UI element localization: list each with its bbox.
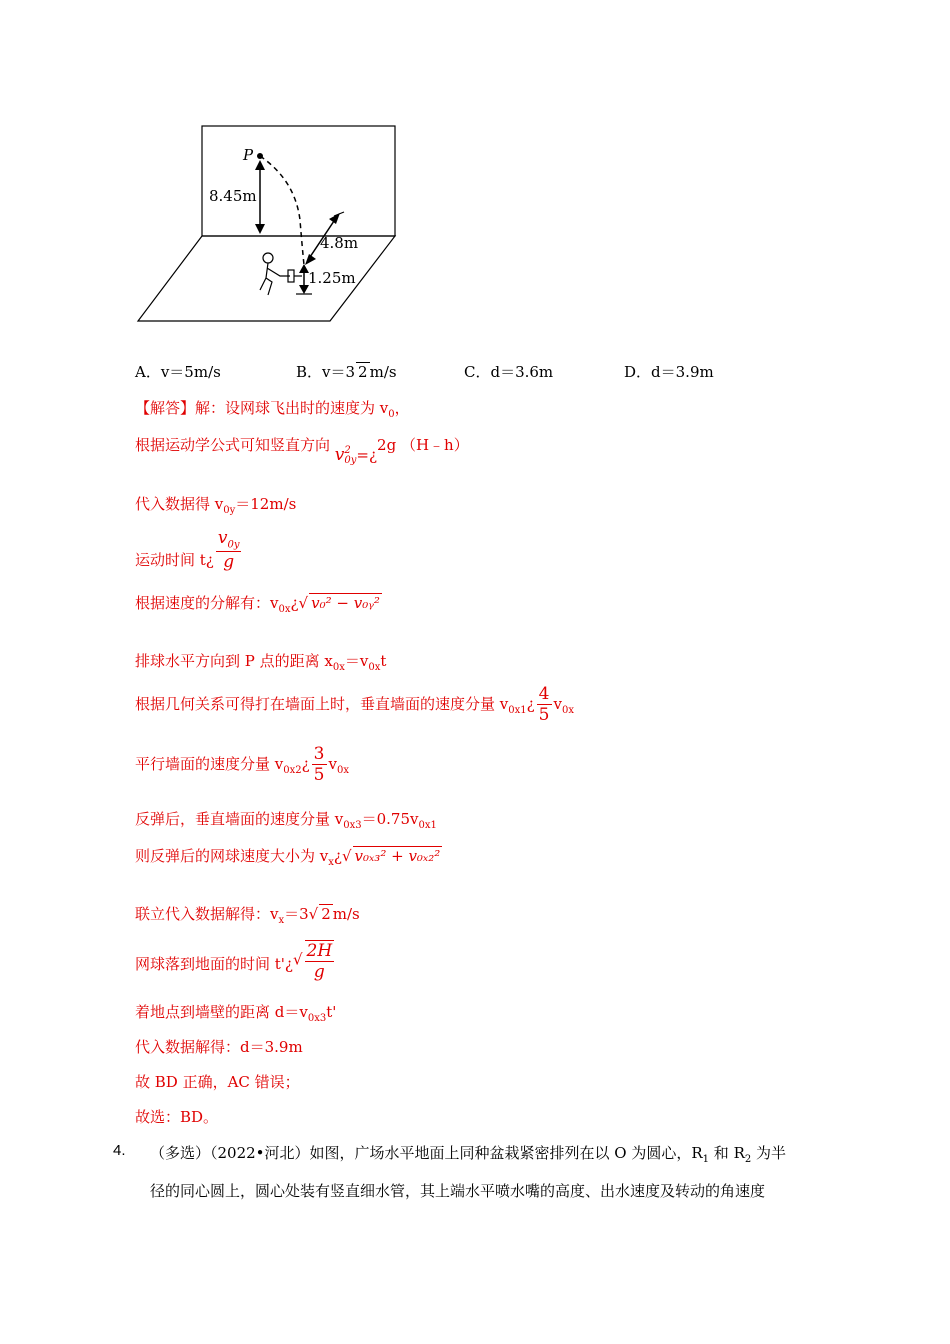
solution-line-4: 运动时间 t¿ $\frac{v_{0y}}{g}$ xyxy=(135,528,240,573)
solution-intro: 【解答】解：设网球飞出时的速度为 $v_0$， xyxy=(135,399,410,420)
solution-line-5: 根据速度的分解有：$v_{0x}¿√$ v₀² − v₀ᵧ² xyxy=(135,594,380,615)
solution-line-16: 故选：BD。 xyxy=(135,1108,219,1126)
label-height-845: 8.45m xyxy=(209,187,257,205)
question-4-line-1: （多选）（2022•河北）如图，广场水平地面上同种盆栽紧密排列在以 O 为圆心，$R_1$ 和 $R_2$ 为半 xyxy=(150,1144,787,1165)
solution-line-14: 代入数据解得：d＝3.9m xyxy=(135,1038,303,1056)
label-distance-48: 4.8m xyxy=(320,234,359,252)
trajectory-path xyxy=(260,156,304,265)
tennis-wall-diagram xyxy=(130,120,410,330)
radical: 2 xyxy=(358,363,368,381)
person-head xyxy=(263,253,273,263)
solution-line-11: 联立代入数据解得：$v_x=3√$ 2 m/s xyxy=(135,905,360,926)
physics-figure xyxy=(130,120,410,330)
solution-line-8: 平行墙面的速度分量 $v_{0x2}¿$ $\frac{3}{5}$ $v_{0x}$ xyxy=(135,744,349,785)
solution-line-12: 网球落到地面的时间 t'¿√ $\frac{2H}{g}$ xyxy=(135,941,333,982)
solution-line-7: 根据几何关系可得打在墙面上时，垂直墙面的速度分量 $v_{0x1}¿$ $\frac{4}{5}$ $v_{0x}$ xyxy=(135,684,574,725)
question-4-line-2: 径的同心圆上，圆心处装有竖直细水管，其上端水平喷水嘴的高度、出水速度及转动的角速度 xyxy=(150,1182,766,1200)
solution-line-6: 排球水平方向到 P 点的距离 $x_{0x}=v_{0x}t$ xyxy=(135,652,387,673)
solution-line-10: 则反弹后的网球速度大小为 $v_x¿√$ v₀ₓ₃² + v₀ₓ₂² xyxy=(135,847,441,868)
fraction: $\frac{v_{0y}}{g}$ xyxy=(217,528,240,573)
option-c: C．d＝3.6m xyxy=(464,363,554,381)
person-body xyxy=(260,263,290,295)
label-p: P xyxy=(243,146,254,164)
solution-line-2: 根据运动学公式可知竖直方向 v 2 0y =¿2g （H﹣h） xyxy=(135,436,469,466)
solution-line-13: 着地点到墙壁的距离 $d=v_{0x3}t'$ xyxy=(135,1003,337,1024)
option-b: B．v＝3 2 m/s xyxy=(296,363,397,381)
label-height-125: 1.25m xyxy=(308,269,356,287)
wall-rect xyxy=(202,126,395,236)
option-d: D．d＝3.9m xyxy=(624,363,714,381)
option-a: A．v＝5m/s xyxy=(135,363,221,381)
solution-line-9: 反弹后，垂直墙面的速度分量 $v_{0x3}=0.75v_{0x1}$ xyxy=(135,810,437,831)
solution-line-15: 故 BD 正确，AC 错误； xyxy=(135,1073,300,1091)
question-number: 4. xyxy=(113,1142,126,1159)
solution-line-3: 代入数据得 $v_{0y}=12m/s$ xyxy=(135,495,297,516)
